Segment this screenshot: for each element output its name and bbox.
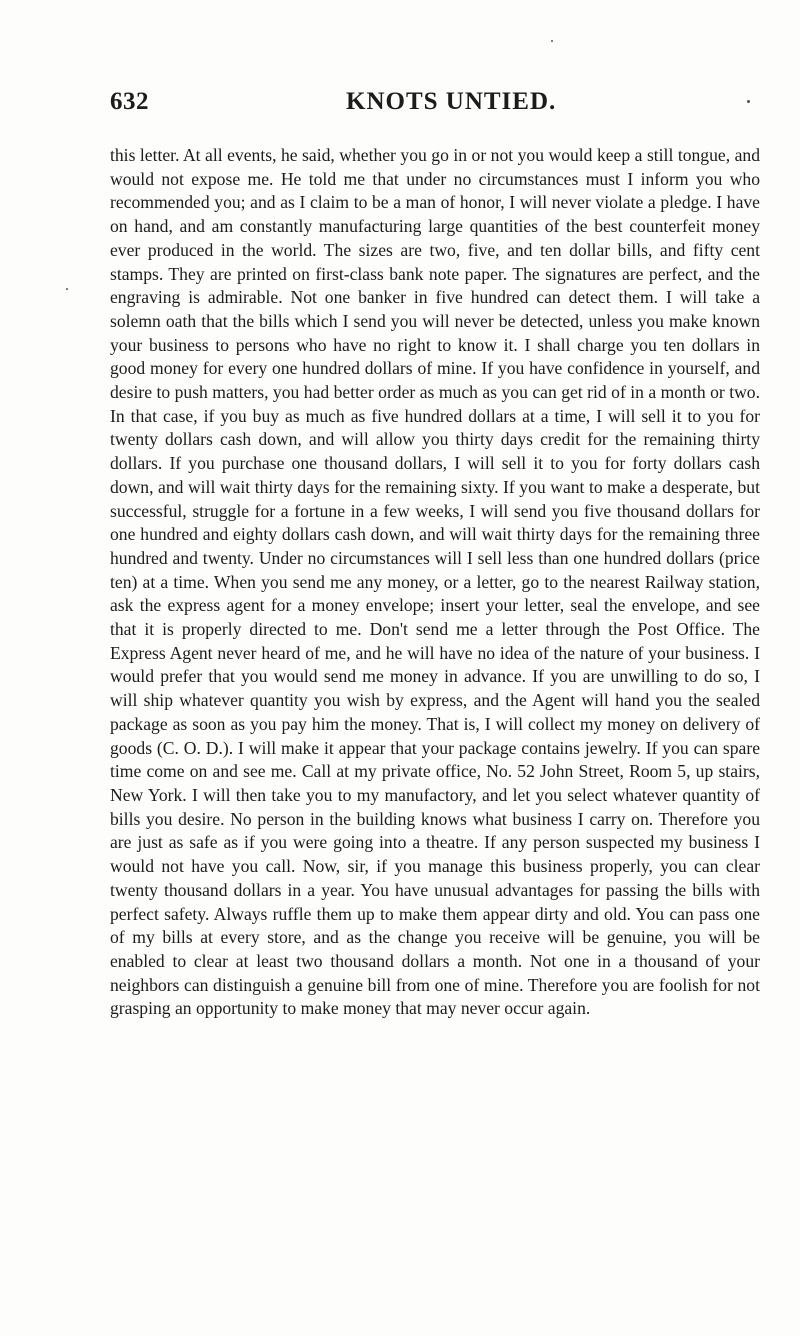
running-title: KNOTS UNTIED.	[346, 88, 557, 115]
paper-speck	[551, 40, 553, 42]
paper-speck	[66, 288, 68, 290]
body-paragraph: this letter. At all events, he said, whether you go in or not you would keep a still tongue, and would not expose me. He told me that under no circumstances must I inform you who recommended you; and as I claim to be a man of honor, I will never violate a pledge. I have on hand, and am constantly manufacturing large quantities of the best counterfeit money ever produced in the world. The sizes are two, five, and ten dollar bills, and fifty cent stamps. They are printed on first-class bank note paper. The signatures are perfect, and the engraving is admirable. Not one banker in five hundred can detect them. I will take a solemn oath that the bills which I send you will never be detected, unless you make known your business to persons who have no right to know it. I shall charge you ten dollars in good money for every one hundred dollars of mine. If you have confidence in yourself, and desire to push matters, you had better order as much as you can get rid of in a month or two. In that case, if you buy as much as five hundred dollars at a time, I will sell it to you for twenty dollars cash down, and will allow you thirty days credit for the remaining thirty dollars. If you purchase one thousand dollars, I will sell it to you for forty dollars cash down, and will wait thirty days for the remaining sixty. If you want to make a desperate, but successful, struggle for a fortune in a few weeks, I will send you five thousand dollars for one hundred and eighty dollars cash down, and will wait thirty days for the remaining three hundred and twenty. Under no circumstances will I sell less than one hundred dollars (price ten) at a time. When you send me any money, or a letter, go to the nearest Railway station, ask the express agent for a money envelope; insert your letter, seal the envelope, and see that it is properly directed to me. Don't send me a letter through the Post Office. The Express Agent never heard of me, and he will have no idea of the nature of your business. I would prefer that you would send me money in advance. If you are unwilling to do so, I will ship whatever quantity you wish by express, and the Agent will hand you the sealed package as soon as you pay him the money. That is, I will collect my money on delivery of goods (C. O. D.). I will make it appear that your package contains jewelry. If you can spare time come on and see me. Call at my private office, No. 52 John Street, Room 5, up stairs, New York. I will then take you to my manufactory, and let you select whatever quantity of bills you desire. No person in the building knows what business I carry on. Therefore you are just as safe as if you were going into a theatre. If any person suspected my business I would not have you call. Now, sir, if you manage this business properly, you can clear twenty thousand dollars in a year. You have unusual advantages for passing the bills with perfect safety. Always ruffle them up to make them appear dirty and old. You can pass one of my bills at every store, and as the change you receive will be genuine, you will be enabled to clear at least two thousand dollars a month. Not one in a thousand of your neighbors can distinguish a genuine bill from one of mine. Therefore you are foolish for not grasping an opportunity to make money that may never occur again.	[110, 145, 760, 1019]
running-head	[110, 88, 760, 128]
page-number: 632	[110, 88, 149, 115]
paper-speck	[747, 100, 750, 103]
